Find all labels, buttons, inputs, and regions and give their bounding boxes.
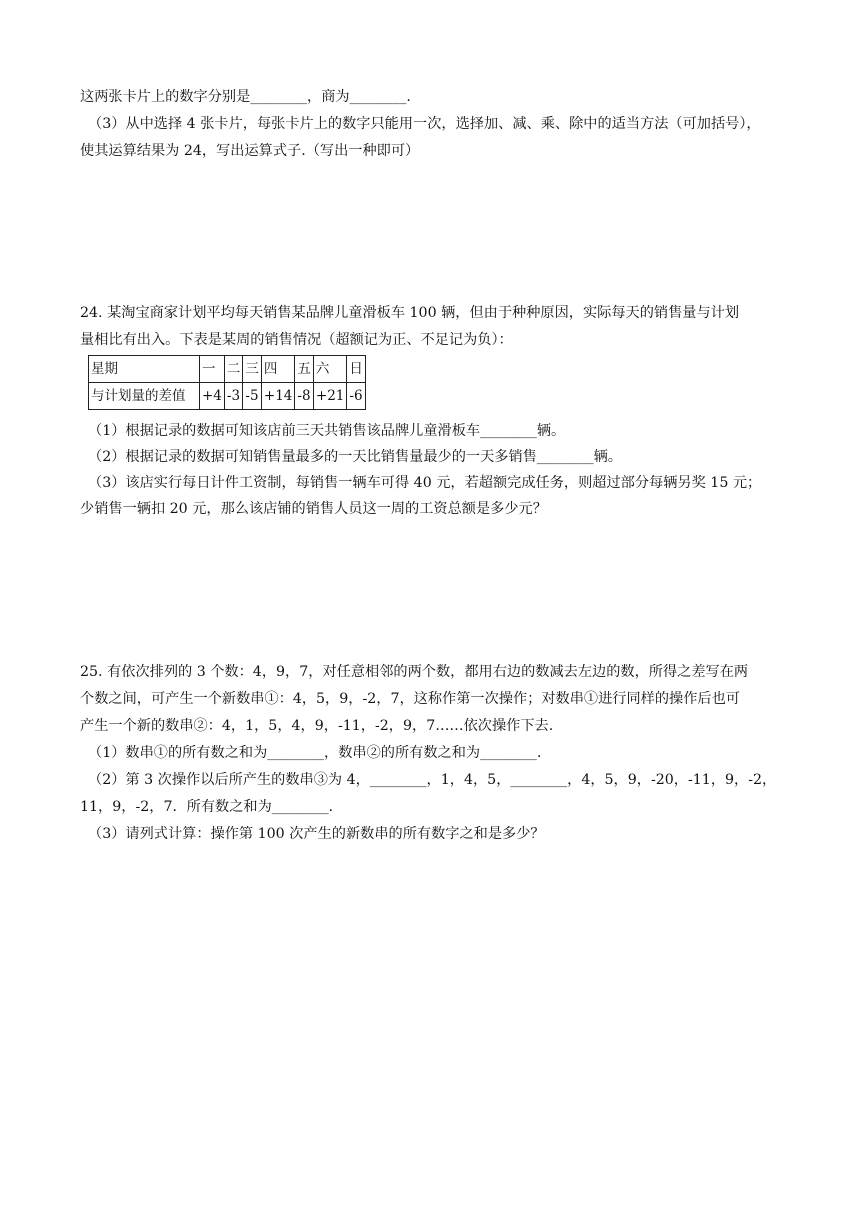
table-cell-day: 一 (200, 356, 225, 383)
q23-cards-line: 这两张卡片上的数字分别是________，商为________. (80, 89, 411, 105)
q24-sales-table (88, 355, 366, 410)
table-cell-day: 日 (347, 356, 366, 383)
table-cell-value: -5 (243, 383, 262, 410)
q23-part3-line2: 使其运算结果为 24，写出运算式子.（写出一种即可） (80, 143, 420, 159)
table-cell-day: 二 (224, 356, 243, 383)
table-header-label: 星期 (89, 356, 200, 383)
q25-part1: （1）数串①的所有数之和为________，数串②的所有数之和为________. (88, 745, 542, 761)
table-cell-value: +14 (261, 383, 295, 410)
table-cell-day: 五 (295, 356, 314, 383)
q23-part3-line1: （3）从中选择 4 张卡片，每张卡片上的数字只能用一次，选择加、减、乘、除中的适当方法（可加括号）， (88, 116, 761, 132)
table-cell-value: +4 (200, 383, 225, 410)
q24-stem-line1: 24. 某淘宝商家计划平均每天销售某品牌儿童滑板车 100 辆，但由于种种原因，实际每天的销售量与计划 (80, 305, 740, 321)
q25-part3: （3）请列式计算：操作第 100 次产生的新数串的所有数字之和是多少？ (88, 826, 545, 842)
table-cell-value: -6 (347, 383, 366, 410)
q24-part1: （1）根据记录的数据可知该店前三天共销售该品牌儿童滑板车________辆。 (88, 423, 566, 439)
table-cell-day: 三 (243, 356, 262, 383)
q24-stem-line2: 量相比有出入。下表是某周的销售情况（超额记为正、不足记为负）： (80, 332, 513, 348)
table-cell-day: 六 (313, 356, 347, 383)
table-row-difference (89, 383, 366, 410)
q25-stem-line1: 25. 有依次排列的 3 个数：4，9，7，对任意相邻的两个数，都用右边的数减去左边的数，所得之差写在两 (80, 664, 749, 680)
q24-part3-line1: （3）该店实行每日计件工资制，每销售一辆车可得 40 元，若超额完成任务，则超过部分每辆另奖 15 元； (88, 475, 762, 491)
table-cell-day: 四 (261, 356, 295, 383)
q25-stem-line3: 产生一个新的数串②：4，1，5，4，9，-11，-2，9，7……依次操作下去. (80, 718, 554, 734)
table-row-weekday (89, 356, 366, 383)
table-row-label: 与计划量的差值 (89, 383, 200, 410)
table-cell-value: +21 (313, 383, 347, 410)
table-cell-value: -8 (295, 383, 314, 410)
q25-part2-line1: （2）第 3 次操作以后所产生的数串③为 4，________，1，4，5，________，4，5，9，-20，-11，9，-2， (88, 772, 777, 788)
table-cell-value: -3 (224, 383, 243, 410)
q25-part2-line2: 11，9，-2，7．所有数之和为________. (80, 799, 334, 815)
q24-part3-line2: 少销售一辆扣 20 元，那么该店铺的销售人员这一周的工资总额是多少元？ (80, 501, 547, 517)
q24-part2: （2）根据记录的数据可知销售量最多的一天比销售量最少的一天多销售________辆。 (88, 449, 622, 465)
q25-stem-line2: 个数之间，可产生一个新数串①：4，5，9，-2，7，这称作第一次操作；对数串①进行同样的操作后也可 (80, 691, 740, 707)
